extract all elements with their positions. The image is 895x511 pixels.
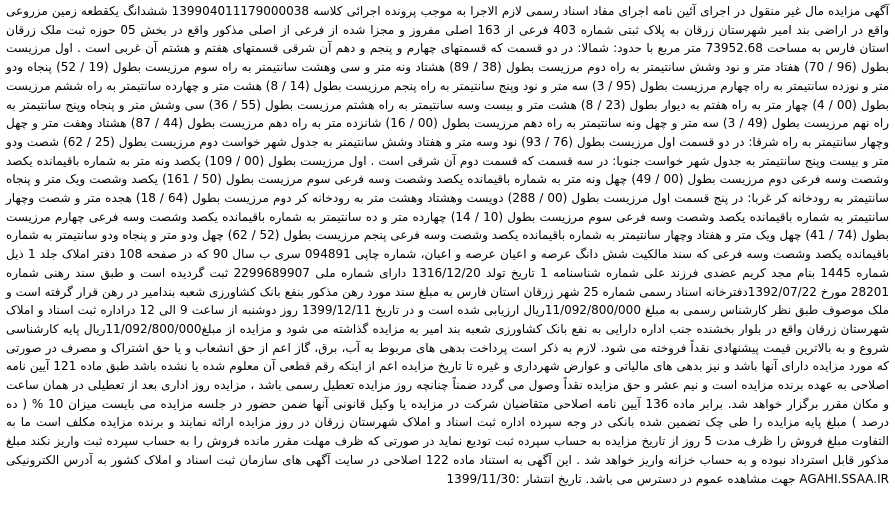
auction-notice-text: آگهی مزایده مال غیر منقول در اجرای آئین نامه اجرای مفاد اسناد رسمی لازم الاجرا به موجب پرونده اجرائی کلاسه 139904011179000038 ششدانگ یکقطعه زمین مزروعی واقع در اراضی بند امیر شهرستان زرقان به پلاک ثبتی شماره 403 فرعی از 163 اصلی مفروز و مجزا شده از فرعی از اصلی مذکور واقع در بخش 05 حوزه ثبت ملک زرقان استان فارس به مساحت 73952.68 متر مربع با حدود: شمالا: در دو قسمت که قسمتهای چهارم و پنجم و دهم آن شرقی قسمتهای هفتم و هشتم آن غربی است . اول مرزیست بطول (96 / 70) هفتاد متر و نود وشش سانتیمتر به راه دوم مرزیست بطول (38 / 89) هشتاد ونه متر و سی وهشت سانتیمتر به راه سوم مرزیست بطول (19 / 52) پنجاه ودو متر و نوزده سانتیمتر به راه چهارم مرزیست بطول (95 / 3) سه متر و نود وپنج سانتیمتر به راه پنجم مرزیست بطول (14 / 8) هشت متر و چهارده سانتیمتر به راه ششم مرزیست بطول (00 / 4) چهار متر به راه هفتم به دیوار بطول (23 / 8) هشت متر و بیست وسه سانتیمتر به راه هشتم مرزیست بطول (55 / 36) سی وشش متر و پنجاه وپنج سانتیمتر به راه نهم مرزیست بطول (49 / 3) سه متر و چهل ونه سانتیمتر به راه دهم مرزیست بطول (00 / 16) شانزده متر به راه دهم مرزیست بطول (44 / 87) هشتاد وهفت متر و چهل وچهار سانتیمتر به راه شرقا: در دو قسمت اول مرزیست بطول (76 / 93) نود وسه متر و هفتاد وشش سانتیمتر به جدول شهر خواست دوم مرزیست بطول (25 / 62) شصت ودو متر و بیست وپنج سانتیمتر به جدول شهر خواست جنوبا: در سه قسمت که قسمت دوم آن شرقی است . اول مرزیست بطول (00 / 109) یکصد ونه متر به شماره باقیمانده یکصد وشصت وسه فرعی دوم مرزیست بطول (00 / 49) چهل ونه متر به شماره باقیمانده یکصد وشصت وسه فرعی سوم مرزیست بطول (50 / 161) یکصد وشصت ویک متر و پنجاه سانتیمتر به رودخانه کر غربا: در پنج قسمت اول مرزیست بطول (00 / 288) دویست وهشتاد وهشت متر به رودخانه کر دوم مرزیست بطول (64 / 18) هجده متر و شصت وچهار سانتیمتر به شماره باقیمانده یکصد وشصت وسه فرعی سوم مرزیست بطول (10 / 14) چهارده متر و ده سانتیمتر به شماره باقیمانده یکصد وشصت وسه فرعی چهارم مرزیست بطول (74 / 41) چهل ویک متر و هفتاد وچهار سانتیمتر به شماره باقیمانده یکصد وشصت وسه فرعی پنجم مرزیست بطول (52 / 62) چهل ودو متر و پنجاه ودو سانتیمتر به شماره باقیمانده یکصد وشصت وسه فرعی که سند مالکیت شش دانگ عرصه و اعیان عرصه و اعیان، شماره چاپی 094891 سری ب سال 90 که در صفحه 108 دفتر املاک جلد 1 ذیل شماره 1445 بنام مجد کریم عضدی فرزند علی شماره شناسنامه 1 تاریخ تولد 1316/12/20 دارای شماره ملی 2299689907 ثبت گردیده است و طبق سند رهنی شماره 28201 مورخ 1392/07/22دفترخانه اسناد رسمی شماره 25 شهر زرقان استان فارس به مبلغ سند مورد رهن مذکور بنفع بانک کشاورزی شعبه بندامیر در رهن قرار گرفته است و ملک موصوف طبق نظر کارشناس رسمی به مبلغ 11/092/800/000ریال ارزیابی شده است و در تاریخ 1399/12/11 روز دوشنبه از ساعت 9 الی 12 دراداره ثبت اسناد و املاک شهرستان زرقان واقع در بلوار بخشنده جنب اداره دارایی به نفع بانک کشاورزی شعبه بند امیر به مزایده گذاشته می شود و مزایده از مبلغ11/092/800/000ریال پایه کارشناسی شروع و به بالاترین قیمت پیشنهادی نقداً فروخته می شود. لازم به ذکر است پرداخت بدهی های مربوط به آب، برق، گاز اعم از حق انشعاب و یا حق اشتراک و مصرف در صورتی که مورد مزایده دارای آنها باشد و نیز بدهی های مالیاتی و عوارض شهرداری و غیره تا تاریخ مزایده اعم از اینکه رقم قطعی آن معلوم شده یا نشده باشد طبق ماده 121 آیین نامه اصلاحی به عهده برنده مزایده است و نیم عشر و حق مزایده نقداً وصول می گردد ضمناً چنانچه روز مزایده تعطیل رسمی باشد ، مزایده روز اداری بعد از تعطیلی در همان ساعت و مکان مقرر برگزار خواهد شد. برابر ماده 136 آیین نامه اصلاحی متقاضیان شرکت در مزایده یا وکیل قانونی آنها ضمن حضور در جلسه مزایده می بایست میزان 10 % ( ده درصد ) مبلغ پایه مزایده را طی چک تضمین شده بانکی در وجه سپرده اداره ثبت اسناد و املاک شهرستان زرقان در روز مزایده ارائه نمایند و برنده مزایده مکلف است ما به التفاوت مبلغ فروش را ظرف مدت 5 روز از تاریخ مزایده به حساب سپرده ثبت تودیع نماید در صورتی که ظرف مهلت مقرر مانده فروش را به حساب سپرده ثبت واریز نکند مبلغ مذکور قابل استرداد نبوده و به حساب خزانه واریز خواهد شد . این آگهی به استناد ماده 122 اصلاحی در سایت آگهی های سازمان ثبت اسناد و املاک کشور به آدرس الکترونیکی AGAHI.SSAA.IR جهت مشاهده عموم در دسترس می باشد. تاریخ انتشار :1399/11/30 xyxy=(6,4,890,486)
